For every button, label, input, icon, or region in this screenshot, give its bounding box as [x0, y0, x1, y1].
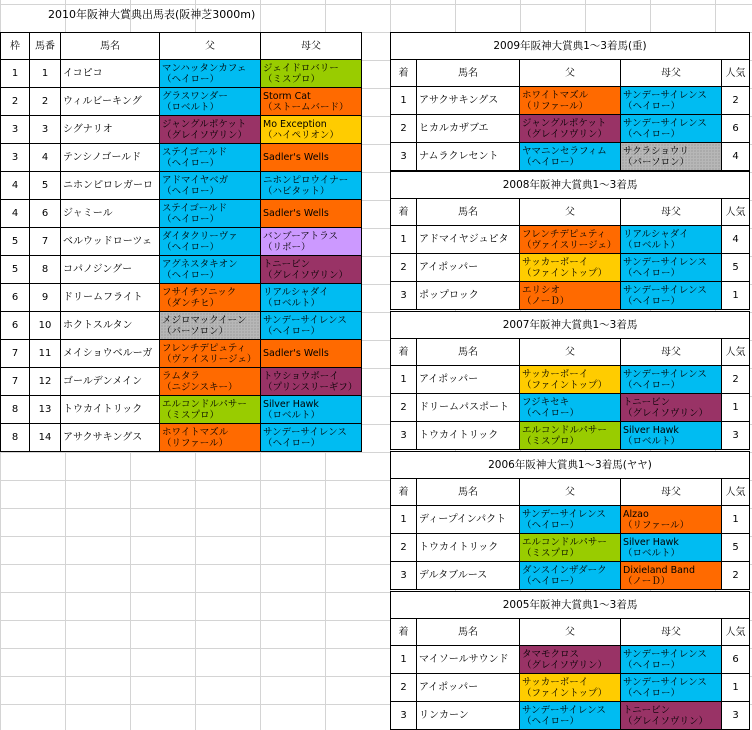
past-position: 3 [391, 702, 417, 730]
entry-waku: 6 [1, 284, 30, 312]
past-year-title: 2006年阪神大賞典1～3着馬(ヤヤ) [391, 452, 750, 479]
past-year-title-row [391, 172, 750, 199]
header-position: 着 [391, 60, 417, 87]
past-sire: サッカーボーイ （ファイントップ） [520, 674, 621, 702]
entry-dam-sire: Silver Hawk （ロベルト） [261, 396, 362, 424]
past-dam-sire: トニービン （グレイソヴリン） [621, 394, 722, 422]
past-dam-sire: リアルシャダイ （ロベルト） [621, 226, 722, 254]
past-row [391, 702, 750, 730]
entry-horse-name: シグナリオ [61, 116, 160, 144]
entry-horse-name: ゴールデンメイン [61, 368, 160, 396]
past-popularity: 6 [722, 646, 750, 674]
past-row [391, 422, 750, 450]
header-sire: 父 [520, 619, 621, 646]
header-horse: 馬名 [417, 339, 520, 366]
past-year-title-row [391, 33, 750, 60]
entry-waku: 3 [1, 144, 30, 172]
past-horse-name: ヒカルカザブエ [417, 115, 520, 143]
past-horse-name: アドマイヤジュピタ [417, 226, 520, 254]
entry-dam-sire: ジェイドロバリー （ミスプロ） [261, 60, 362, 88]
header-position: 着 [391, 479, 417, 506]
entry-horse-name: テンシノゴールド [61, 144, 160, 172]
past-row [391, 646, 750, 674]
past-popularity: 1 [722, 674, 750, 702]
entry-horse-name: メイショウベルーガ [61, 340, 160, 368]
entry-umaban: 11 [30, 340, 61, 368]
header-horse: 馬名 [417, 479, 520, 506]
header-popularity: 人気 [722, 60, 750, 87]
header-horse: 馬名 [417, 619, 520, 646]
header-dam-sire: 母父 [621, 199, 722, 226]
entry-umaban: 7 [30, 228, 61, 256]
header-dam-sire: 母父 [621, 60, 722, 87]
past-horse-name: デルタブルース [417, 562, 520, 590]
past-dam-sire: Silver Hawk （ロベルト） [621, 422, 722, 450]
entry-dam-sire: リアルシャダイ （ロベルト） [261, 284, 362, 312]
header-popularity: 人気 [722, 619, 750, 646]
past-sire: フレンチデピュティ （ヴァイスリージェ） [520, 226, 621, 254]
past-sire: サンデーサイレンス （ヘイロー） [520, 702, 621, 730]
entry-row [1, 228, 362, 256]
past-year-table [390, 311, 750, 450]
past-position: 3 [391, 282, 417, 310]
past-position: 2 [391, 674, 417, 702]
entry-sire: アグネスタキオン （ヘイロー） [160, 256, 261, 284]
past-popularity: 5 [722, 534, 750, 562]
entry-dam-sire: トニービン （グレイソヴリン） [261, 256, 362, 284]
past-header-row [391, 199, 750, 226]
entry-row [1, 116, 362, 144]
header-horse: 馬名 [61, 33, 160, 60]
past-sire: エルコンドルパサー （ミスプロ） [520, 422, 621, 450]
past-row [391, 394, 750, 422]
past-header-row [391, 479, 750, 506]
past-dam-sire: サンデーサイレンス （ヘイロー） [621, 646, 722, 674]
past-dam-sire: サンデーサイレンス （ヘイロー） [621, 366, 722, 394]
header-popularity: 人気 [722, 199, 750, 226]
header-umaban: 馬番 [30, 33, 61, 60]
entry-row [1, 312, 362, 340]
entry-sire: グラスワンダー （ロベルト） [160, 88, 261, 116]
past-position: 1 [391, 646, 417, 674]
header-position: 着 [391, 619, 417, 646]
past-sire: ホワイトマズル （リファール） [520, 87, 621, 115]
entry-row [1, 88, 362, 116]
past-position: 1 [391, 87, 417, 115]
past-position: 1 [391, 226, 417, 254]
header-sire: 父 [520, 339, 621, 366]
entry-waku: 4 [1, 172, 30, 200]
entry-waku: 1 [1, 60, 30, 88]
past-row [391, 226, 750, 254]
past-popularity: 1 [722, 394, 750, 422]
past-position: 3 [391, 562, 417, 590]
entry-horse-name: ホクトスルタン [61, 312, 160, 340]
entry-waku: 5 [1, 256, 30, 284]
past-dam-sire: サンデーサイレンス （ヘイロー） [621, 254, 722, 282]
entry-row [1, 144, 362, 172]
entry-dam-sire: Storm Cat （ストームバード） [261, 88, 362, 116]
entry-umaban: 5 [30, 172, 61, 200]
past-dam-sire: サンデーサイレンス （ヘイロー） [621, 87, 722, 115]
entry-sire: マンハッタンカフェ （ヘイロー） [160, 60, 261, 88]
entry-row [1, 172, 362, 200]
entry-sire: ジャングルポケット （グレイソヴリン） [160, 116, 261, 144]
entry-sire: フサイチソニック （ダンチヒ） [160, 284, 261, 312]
header-sire: 父 [520, 60, 621, 87]
entry-row [1, 340, 362, 368]
past-year-title-row [391, 312, 750, 339]
entry-row [1, 284, 362, 312]
entry-sire: メジロマックイーン （パーソロン） [160, 312, 261, 340]
entry-row [1, 256, 362, 284]
past-dam-sire: Dixieland Band （ノーＤ） [621, 562, 722, 590]
entry-dam-sire: Sadler's Wells [261, 340, 362, 368]
header-sire: 父 [520, 199, 621, 226]
entry-umaban: 1 [30, 60, 61, 88]
header-sire: 父 [160, 33, 261, 60]
past-dam-sire: サンデーサイレンス （ヘイロー） [621, 115, 722, 143]
entry-dam-sire: ニホンピロウイナー （ハビタット） [261, 172, 362, 200]
past-horse-name: アイポッパー [417, 674, 520, 702]
past-horse-name: ディープインパクト [417, 506, 520, 534]
entry-dam-sire: サンデーサイレンス （ヘイロー） [261, 424, 362, 452]
entry-horse-name: トウカイトリック [61, 396, 160, 424]
past-row [391, 87, 750, 115]
entry-dam-sire: Mo Exception （ハイペリオン） [261, 116, 362, 144]
entry-umaban: 3 [30, 116, 61, 144]
past-popularity: 6 [722, 115, 750, 143]
past-horse-name: トウカイトリック [417, 422, 520, 450]
past-year-table [390, 171, 750, 310]
entry-horse-name: ジャミール [61, 200, 160, 228]
header-dam-sire: 母父 [621, 479, 722, 506]
header-waku: 枠 [1, 33, 30, 60]
entry-horse-name: ベルウッドローツェ [61, 228, 160, 256]
past-row [391, 254, 750, 282]
entry-sire: フレンチデピュティ （ヴァイスリージェ） [160, 340, 261, 368]
entry-sire: ダイタクリーヴァ （ヘイロー） [160, 228, 261, 256]
entry-waku: 2 [1, 88, 30, 116]
entry-waku: 5 [1, 228, 30, 256]
entry-row [1, 368, 362, 396]
past-sire: エルコンドルパサー （ミスプロ） [520, 534, 621, 562]
past-header-row [391, 60, 750, 87]
past-row [391, 674, 750, 702]
past-popularity: 1 [722, 506, 750, 534]
header-horse: 馬名 [417, 60, 520, 87]
past-dam-sire: サクラショウリ （パーソロン） [621, 143, 722, 171]
entry-dam-sire: バンブーアトラス （リボー） [261, 228, 362, 256]
entry-row [1, 200, 362, 228]
past-dam-sire: Alzao （リファール） [621, 506, 722, 534]
past-popularity: 4 [722, 226, 750, 254]
past-year-table [390, 451, 750, 590]
entry-umaban: 10 [30, 312, 61, 340]
entry-waku: 8 [1, 396, 30, 424]
header-position: 着 [391, 199, 417, 226]
header-horse: 馬名 [417, 199, 520, 226]
past-position: 2 [391, 394, 417, 422]
entry-sire: アドマイヤベガ （ヘイロー） [160, 172, 261, 200]
past-position: 2 [391, 254, 417, 282]
entry-umaban: 14 [30, 424, 61, 452]
entry-waku: 7 [1, 368, 30, 396]
header-sire: 父 [520, 479, 621, 506]
past-row [391, 366, 750, 394]
past-horse-name: リンカーン [417, 702, 520, 730]
past-year-table [390, 591, 750, 730]
entry-sire: ステイゴールド （ヘイロー） [160, 144, 261, 172]
past-year-title: 2009年阪神大賞典1～3着馬(重) [391, 33, 750, 60]
entry-dam-sire: Sadler's Wells [261, 144, 362, 172]
past-sire: サッカーボーイ （ファイントップ） [520, 366, 621, 394]
header-popularity: 人気 [722, 479, 750, 506]
past-position: 3 [391, 422, 417, 450]
past-sire: サンデーサイレンス （ヘイロー） [520, 506, 621, 534]
entry-horse-name: イコピコ [61, 60, 160, 88]
past-sire: タマモクロス （グレイソヴリン） [520, 646, 621, 674]
entry-horse-name: ウィルビーキング [61, 88, 160, 116]
past-horse-name: トウカイトリック [417, 534, 520, 562]
entry-umaban: 8 [30, 256, 61, 284]
entry-umaban: 13 [30, 396, 61, 424]
past-popularity: 3 [722, 422, 750, 450]
past-row [391, 506, 750, 534]
entry-waku: 4 [1, 200, 30, 228]
entry-horse-name: コパノジングー [61, 256, 160, 284]
header-dam-sire: 母父 [261, 33, 362, 60]
header-popularity: 人気 [722, 339, 750, 366]
past-sire: サッカーボーイ （ファイントップ） [520, 254, 621, 282]
past-row [391, 115, 750, 143]
entry-waku: 3 [1, 116, 30, 144]
entry-dam-sire: Sadler's Wells [261, 200, 362, 228]
past-popularity: 3 [722, 702, 750, 730]
past-year-title: 2007年阪神大賞典1～3着馬 [391, 312, 750, 339]
entry-sire: ホワイトマズル （リファール） [160, 424, 261, 452]
past-row [391, 562, 750, 590]
past-sire: ダンスインザダーク （ヘイロー） [520, 562, 621, 590]
past-horse-name: マイソールサウンド [417, 646, 520, 674]
past-position: 1 [391, 506, 417, 534]
past-sire: エリシオ （ノーＤ） [520, 282, 621, 310]
past-header-row [391, 619, 750, 646]
past-position: 1 [391, 366, 417, 394]
page-title: 2010年阪神大賞典出馬表(阪神芝3000m) [48, 8, 256, 21]
entry-sire: エルコンドルパサー （ミスプロ） [160, 396, 261, 424]
entry-umaban: 2 [30, 88, 61, 116]
past-dam-sire: トニービン （グレイソヴリン） [621, 702, 722, 730]
past-horse-name: ポップロック [417, 282, 520, 310]
past-sire: フジキセキ （ヘイロー） [520, 394, 621, 422]
past-row [391, 282, 750, 310]
entries-header-row [1, 33, 362, 60]
past-horse-name: ドリームパスポート [417, 394, 520, 422]
header-dam-sire: 母父 [621, 339, 722, 366]
entry-horse-name: アサクサキングス [61, 424, 160, 452]
past-year-title-row [391, 592, 750, 619]
past-popularity: 2 [722, 87, 750, 115]
past-popularity: 5 [722, 254, 750, 282]
past-year-title: 2008年阪神大賞典1～3着馬 [391, 172, 750, 199]
past-dam-sire: サンデーサイレンス （ヘイロー） [621, 674, 722, 702]
entry-row [1, 424, 362, 452]
past-row [391, 143, 750, 171]
past-dam-sire: Silver Hawk （ロベルト） [621, 534, 722, 562]
past-position: 2 [391, 534, 417, 562]
entry-dam-sire: トウショウボーイ （プリンスリーギフ） [261, 368, 362, 396]
past-sire: ジャングルポケット （グレイソヴリン） [520, 115, 621, 143]
entry-umaban: 9 [30, 284, 61, 312]
past-position: 3 [391, 143, 417, 171]
past-horse-name: ナムラクレセント [417, 143, 520, 171]
past-row [391, 534, 750, 562]
past-horse-name: アイポッパー [417, 366, 520, 394]
entry-waku: 6 [1, 312, 30, 340]
entry-row [1, 396, 362, 424]
entry-dam-sire: サンデーサイレンス （ヘイロー） [261, 312, 362, 340]
entry-row [1, 60, 362, 88]
header-position: 着 [391, 339, 417, 366]
past-year-title-row [391, 452, 750, 479]
past-horse-name: アイポッパー [417, 254, 520, 282]
past-year-title: 2005年阪神大賞典1～3着馬 [391, 592, 750, 619]
entry-horse-name: ニホンピロレガーロ [61, 172, 160, 200]
past-popularity: 2 [722, 562, 750, 590]
past-dam-sire: サンデーサイレンス （ヘイロー） [621, 282, 722, 310]
entry-umaban: 12 [30, 368, 61, 396]
entry-umaban: 6 [30, 200, 61, 228]
past-position: 2 [391, 115, 417, 143]
entry-sire: ラムタラ （ニジンスキー） [160, 368, 261, 396]
entry-horse-name: ドリームフライト [61, 284, 160, 312]
entry-waku: 7 [1, 340, 30, 368]
entry-umaban: 4 [30, 144, 61, 172]
header-dam-sire: 母父 [621, 619, 722, 646]
entry-waku: 8 [1, 424, 30, 452]
past-popularity: 4 [722, 143, 750, 171]
entry-sire: ステイゴールド （ヘイロー） [160, 200, 261, 228]
entries-table [0, 32, 362, 452]
past-popularity: 2 [722, 366, 750, 394]
past-header-row [391, 339, 750, 366]
past-horse-name: アサクサキングス [417, 87, 520, 115]
past-sire: ヤマニンセラフィム （ヘイロー） [520, 143, 621, 171]
past-year-table [390, 32, 750, 171]
past-popularity: 1 [722, 282, 750, 310]
